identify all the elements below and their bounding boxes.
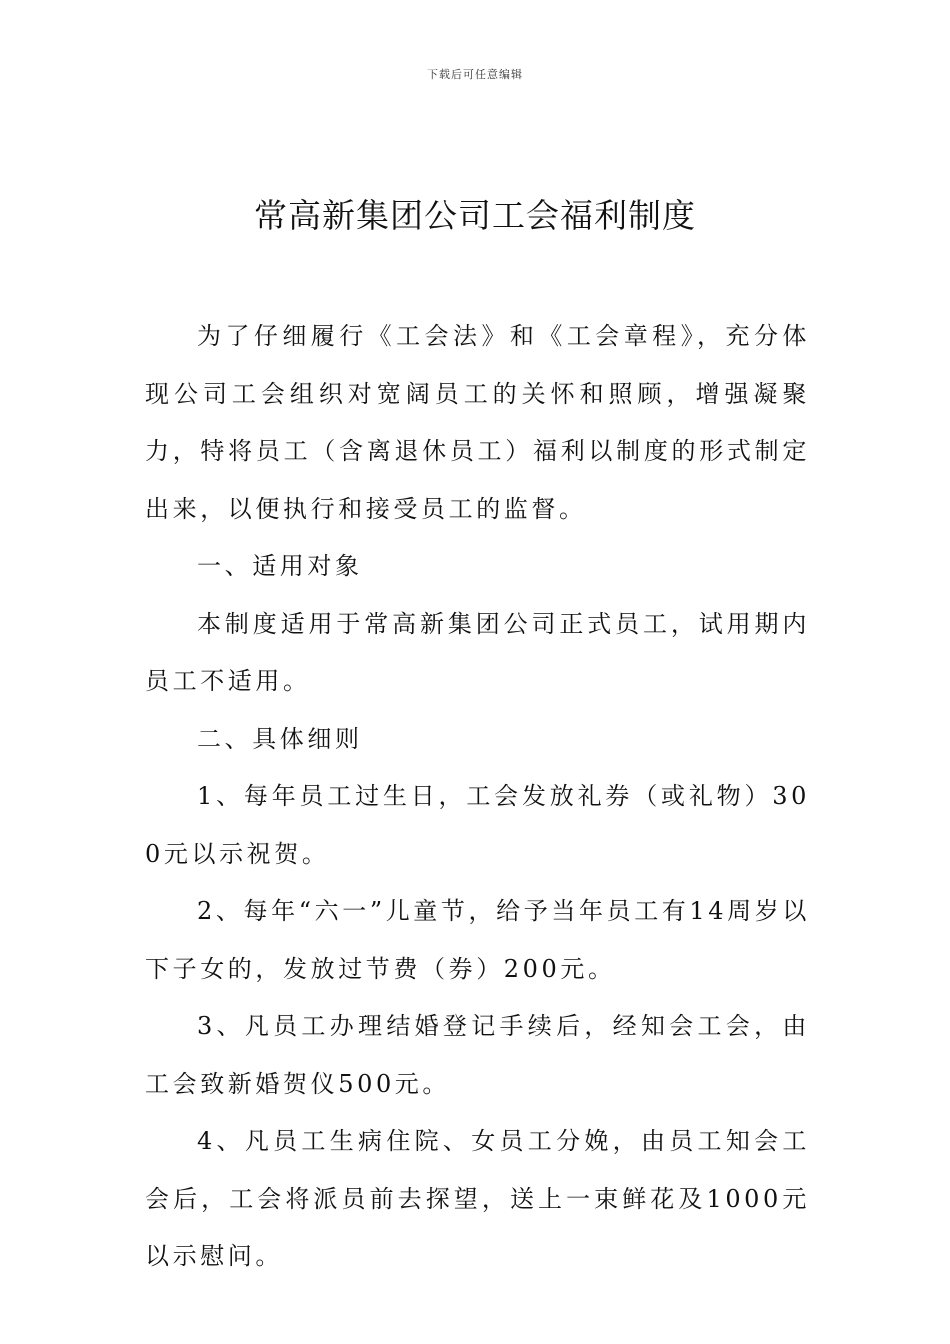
rule-childrens-day: 2、每年“六一”儿童节，给予当年员工有14周岁以下子女的，发放过节费（券）200元。	[145, 897, 810, 983]
header-note: 下载后可任意编辑	[427, 68, 523, 81]
rule-hospital-visit: 4、凡员工生病住院、女员工分娩，由员工知会工会后，工会将派员前去探望，送上一束鲜花及1000元以示慰问。	[145, 1127, 810, 1270]
section-heading-scope: 一、适用对象	[197, 552, 363, 580]
rule-marriage: 3、凡员工办理结婚登记手续后，经知会工会，由工会致新婚贺仪500元。	[145, 1012, 810, 1098]
document-body	[145, 308, 810, 1286]
document-title: 常高新集团公司工会福利制度	[254, 196, 696, 235]
rule-birthday: 1、每年员工过生日，工会发放礼券（或礼物）300元以示祝贺。	[145, 782, 810, 868]
section-heading-details: 二、具体细则	[197, 724, 363, 753]
scope-paragraph: 本制度适用于常高新集团公司正式员工，试用期内员工不适用。	[145, 609, 810, 695]
intro-paragraph: 为了仔细履行《工会法》和《工会章程》，充分体现公司工会组织对宽阔员工的关怀和照顾，增强凝聚力，特将员工（含离退休员工）福利以制度的形式制定出来，以便执行和接受员工的监督。	[145, 322, 810, 523]
